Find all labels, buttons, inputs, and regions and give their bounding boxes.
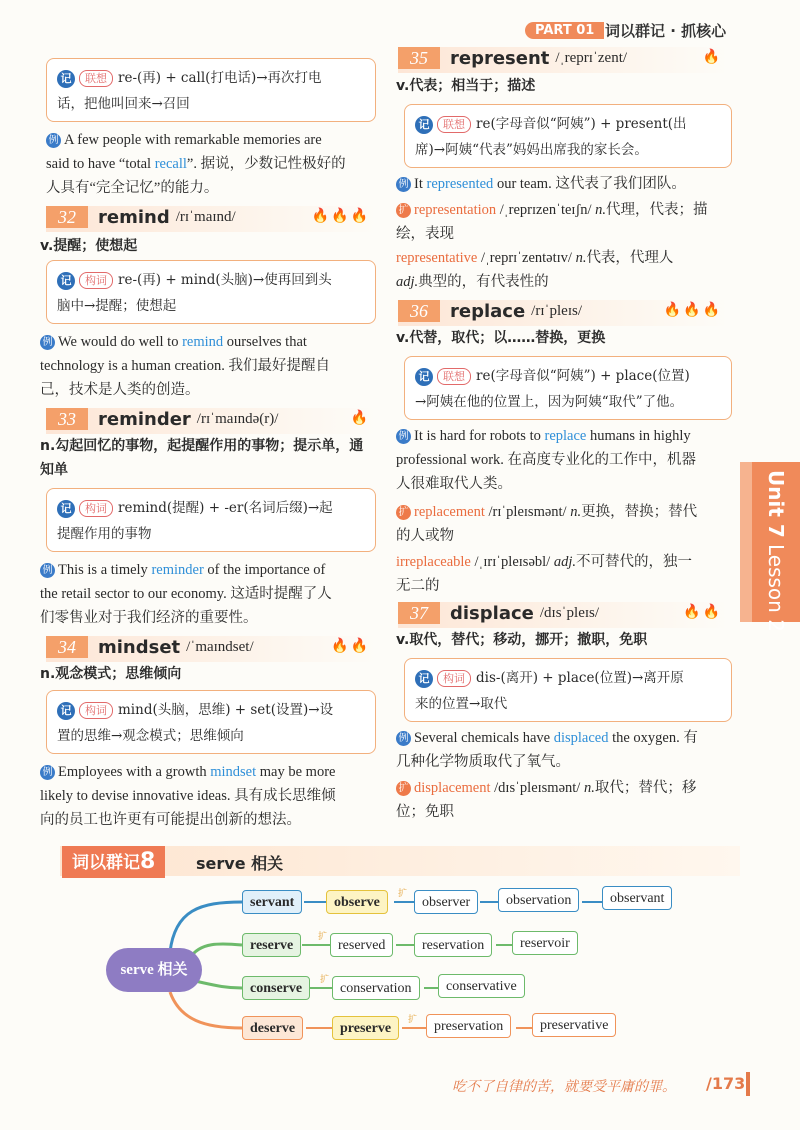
derivative-word: irreplaceable: [396, 554, 471, 570]
example-text: ourselves that: [223, 334, 307, 350]
example-text: the retail sector to our economy. 这适时提醒了人: [40, 586, 332, 602]
definition-text: 无二的: [396, 578, 440, 594]
highlight-word: replace: [544, 428, 587, 444]
definition-text: 不可替代的，独一: [575, 554, 692, 570]
derivative-35a: [396, 198, 736, 246]
definition-33: [40, 434, 380, 482]
highlight-word: recall: [154, 156, 187, 172]
definition-text: 取代，替代；移动，挪开；撤职，免职: [409, 632, 648, 648]
definition-36: [396, 326, 605, 350]
svg-text:扩: 扩: [318, 932, 328, 942]
mindmap-node: conserve: [242, 976, 310, 1000]
mindmap-node: servant: [242, 890, 302, 914]
part-of-speech: n.: [583, 780, 595, 796]
example-icon: 例: [396, 429, 411, 444]
example-text: technology is a human creation. 我们最好提醒自: [40, 358, 330, 374]
definition-37: [396, 628, 647, 652]
example-text: likely to devise innovative ideas. 具有成长思维倾: [40, 788, 336, 804]
part-of-speech: n.: [570, 504, 582, 520]
mindmap-node: observant: [602, 886, 672, 910]
definition-35: [396, 74, 535, 98]
part-of-speech: n.: [595, 202, 607, 218]
example-text: This is a timely: [58, 562, 152, 578]
mindmap-node: reservoir: [512, 931, 578, 955]
side-tab: [752, 462, 800, 632]
group-label: 词以群记: [72, 853, 140, 873]
example-37: [396, 726, 738, 774]
headword: replace: [450, 300, 526, 322]
definition-text: 代表；相当于；描述: [409, 78, 536, 94]
part-badge: PART 01: [525, 22, 604, 39]
memo-tag: 构词: [79, 500, 113, 517]
headword: represent: [450, 47, 550, 69]
phonetic: /ˈmaɪndset/: [186, 638, 254, 655]
part-of-speech: v.: [396, 632, 410, 648]
headword: displace: [450, 602, 534, 624]
mindmap-node: observation: [498, 888, 579, 912]
example-text: 人很难取代人类。: [396, 476, 512, 492]
memo-tag: 联想: [79, 70, 113, 87]
memo-box-32: [46, 260, 376, 324]
derivative-36a: [396, 500, 738, 548]
phonetic: /ˌreprɪˈzentətɪv/: [480, 250, 572, 266]
mindmap-center: serve 相关: [106, 948, 202, 992]
part-of-speech: n.: [40, 666, 56, 682]
example-text: may be more: [256, 764, 336, 780]
phonetic: /rɪˈpleɪs/: [531, 302, 582, 319]
memo-icon: 记: [415, 116, 433, 134]
memo-text: remind(提醒) + -er(名词后缀)→起: [118, 500, 333, 516]
example-36: [396, 424, 738, 496]
word-heading-34: [46, 636, 378, 662]
memo-text: →阿姨在他的位置上，因为阿姨“取代”了他。: [415, 394, 684, 410]
definition-text: 代替，取代；以……替换，更换: [409, 330, 606, 346]
example-text: ”. 据说，少数记性极好的: [186, 156, 346, 172]
memo-text: 话，把他叫回来→召回: [57, 96, 190, 112]
phonetic: /ˌɪrɪˈpleɪsəbl/: [474, 554, 551, 570]
example-text: Several chemicals have: [414, 730, 554, 746]
derivative-word: displacement: [414, 780, 491, 796]
example-text: said to have “total: [46, 156, 155, 172]
derivative-word: representative: [396, 250, 478, 266]
headword: reminder: [98, 408, 191, 430]
part-of-speech: v.: [40, 238, 54, 254]
derivative-icon: 扩: [396, 505, 411, 520]
definition-34: [40, 662, 181, 686]
example-icon: 例: [40, 765, 55, 780]
phonetic: /dɪsˈpleɪs/: [539, 604, 600, 621]
svg-text:扩: 扩: [398, 889, 408, 899]
memo-box-33: [46, 488, 376, 552]
example-text: 们零售业对于我们经济的重要性。: [40, 610, 258, 626]
memo-text: dis-(离开) + place(位置)→离开原: [476, 670, 684, 686]
phonetic: /ˌreprɪzenˈteɪʃn/: [499, 202, 592, 218]
memo-box-34: [46, 690, 376, 754]
example-icon: 例: [396, 731, 411, 746]
svg-text:扩: 扩: [320, 975, 330, 985]
memo-tag: 构词: [79, 272, 113, 289]
definition-text: 代表，代理人: [586, 250, 674, 266]
part-of-speech: adj.: [396, 274, 419, 290]
frequency-flame-icon: 🔥🔥: [331, 638, 370, 654]
derivative-word: replacement: [414, 504, 485, 520]
mindmap-node: deserve: [242, 1016, 303, 1040]
mindmap-node: reserve: [242, 933, 301, 957]
definition-text: 代理，代表；描: [606, 202, 708, 218]
phonetic: /ˌreprɪˈzent/: [555, 49, 628, 66]
highlight-word: remind: [182, 334, 224, 350]
word-heading-36: [398, 300, 730, 326]
example-text: humans in highly: [586, 428, 691, 444]
word-number: 35: [398, 47, 440, 69]
unit-label: Unit 7: [764, 470, 788, 538]
memo-text: 席)→阿姨“代表”妈妈出席我的家长会。: [415, 142, 648, 158]
frequency-flame-icon: 🔥: [350, 410, 370, 426]
memo-tag: 联想: [437, 368, 471, 385]
memo-text: 脑中→提醒；使想起: [57, 298, 177, 314]
highlight-word: mindset: [210, 764, 257, 780]
frequency-flame-icon: 🔥🔥: [683, 604, 722, 620]
phonetic: /rɪˈpleɪsmənt/: [488, 504, 567, 520]
definition-32: [40, 234, 137, 258]
example-text: 人具有“完全记忆”的能力。: [46, 180, 219, 196]
word-heading-32: [46, 206, 378, 232]
example-text: It is hard for robots to: [414, 428, 545, 444]
svg-text:扩: 扩: [408, 1015, 418, 1025]
word-heading-35: [398, 47, 730, 73]
highlight-word: reminder: [151, 562, 204, 578]
derivative-36b: [396, 550, 738, 598]
word-number: 34: [46, 636, 88, 658]
phonetic: /rɪˈmaɪndə(r)/: [196, 410, 279, 427]
frequency-flame-icon: 🔥: [702, 49, 722, 65]
memo-box-recall: [46, 58, 376, 122]
example-34: [40, 760, 380, 832]
memo-icon: 记: [415, 368, 433, 386]
definition-text: 取代；替代；移: [594, 780, 697, 796]
example-35: [396, 172, 686, 196]
example-icon: 例: [40, 563, 55, 578]
memo-text: re(字母音似“阿姨”) + present(出: [476, 116, 687, 132]
definition-text: 绘，表现: [396, 226, 454, 242]
memo-icon: 记: [57, 702, 75, 720]
memo-tag: 联想: [437, 116, 471, 133]
mindmap-node: preservation: [426, 1014, 511, 1038]
phonetic: /dɪsˈpleɪsmənt/: [494, 780, 581, 796]
memo-icon: 记: [57, 500, 75, 518]
mindmap-node: conservation: [332, 976, 420, 1000]
word-number: 33: [46, 408, 88, 430]
derivative-35b: [396, 246, 736, 294]
example-icon: 例: [40, 335, 55, 350]
derivative-word: representation: [414, 202, 497, 218]
memo-box-36: [404, 356, 732, 420]
definition-text: 知单: [40, 462, 68, 478]
frequency-flame-icon: 🔥🔥🔥: [663, 302, 722, 318]
page-number-bar: [746, 1072, 750, 1096]
example-text: professional work. 在高度专业化的工作中，机器: [396, 452, 697, 468]
lesson-label: Lesson 2: [764, 544, 788, 632]
mindmap-node: observer: [414, 890, 478, 914]
derivative-icon: 扩: [396, 781, 411, 796]
derivative-37: [396, 776, 738, 824]
mindmap-node: conservative: [438, 974, 525, 998]
memo-text: 置的思维→观念模式；思维倾向: [57, 728, 244, 744]
definition-text: 勾起回忆的事物，起提醒作用的事物；提示单，通: [55, 438, 364, 454]
example-33: [40, 558, 376, 630]
example-text: It: [414, 176, 427, 192]
example-icon: 例: [46, 133, 61, 148]
group-title: serve 相关: [196, 854, 284, 873]
word-number: 37: [398, 602, 440, 624]
definition-text: 的人或物: [396, 528, 454, 544]
memo-tag: 构词: [79, 702, 113, 719]
headword: mindset: [98, 636, 181, 658]
memo-icon: 记: [57, 70, 75, 88]
mindmap-node: observe: [326, 890, 388, 914]
example-text: our team. 这代表了我们团队。: [493, 176, 686, 192]
highlight-word: represented: [426, 176, 494, 192]
part-of-speech: n.: [40, 438, 56, 454]
word-number: 36: [398, 300, 440, 322]
part-of-speech: n.: [575, 250, 587, 266]
word-heading-33: [46, 408, 378, 434]
mindmap-node: reservation: [414, 933, 492, 957]
memo-text: 来的位置→取代: [415, 696, 508, 712]
frequency-flame-icon: 🔥🔥🔥: [311, 208, 370, 224]
memo-text: mind(头脑，思维) + set(设置)→设: [118, 702, 334, 718]
mindmap-node: preservative: [532, 1013, 616, 1037]
example-text: We would do well to: [58, 334, 183, 350]
example-icon: 例: [396, 177, 411, 192]
example-32: [40, 330, 376, 402]
example-text: 向的员工也许更有可能提出创新的想法。: [40, 812, 301, 828]
example-text: of the importance of: [203, 562, 326, 578]
example-text: A few people with remarkable memories are: [64, 132, 322, 148]
memo-text: re-(再) + mind(头脑)→使再回到头: [118, 272, 332, 288]
group-number: 8: [140, 849, 156, 874]
example-text: 己，技术是人类的创造。: [40, 382, 200, 398]
phonetic: /rɪˈmaɪnd/: [175, 208, 236, 225]
memo-text: re-(再) + call(打电话)→再次打电: [118, 70, 322, 86]
example-text: 几种化学物质取代了氧气。: [396, 754, 570, 770]
example-text: the oxygen. 有: [608, 730, 698, 746]
memo-box-37: [404, 658, 732, 722]
definition-text: 位；免职: [396, 804, 454, 820]
page-number: /173: [706, 1074, 746, 1093]
definition-text: 更换，替换；替代: [581, 504, 698, 520]
mindmap-node: reserved: [330, 933, 393, 957]
definition-text: 典型的，有代表性的: [418, 274, 549, 290]
example-recall: [46, 128, 376, 200]
part-of-speech: v.: [396, 78, 410, 94]
highlight-word: displaced: [553, 730, 609, 746]
word-heading-37: [398, 602, 730, 628]
memo-icon: 记: [57, 272, 75, 290]
part-of-speech: adj.: [553, 554, 576, 570]
headword: remind: [98, 206, 170, 228]
page-title: 词以群记 · 抓核心: [605, 22, 727, 40]
memo-text: re(字母音似“阿姨”) + place(位置): [476, 368, 690, 384]
footer-motto: 吃不了自律的苦，就要受平庸的罪。: [452, 1079, 676, 1095]
word-number: 32: [46, 206, 88, 228]
definition-text: 观念模式；思维倾向: [55, 666, 182, 682]
memo-box-35: [404, 104, 732, 168]
derivative-icon: 扩: [396, 203, 411, 218]
side-tab-accent: [740, 462, 752, 622]
mindmap-node: preserve: [332, 1016, 399, 1040]
definition-text: 提醒；使想起: [53, 238, 138, 254]
part-of-speech: v.: [396, 330, 410, 346]
memo-tag: 构词: [437, 670, 471, 687]
memo-text: 提醒作用的事物: [57, 526, 152, 542]
memo-icon: 记: [415, 670, 433, 688]
example-text: Employees with a growth: [58, 764, 211, 780]
